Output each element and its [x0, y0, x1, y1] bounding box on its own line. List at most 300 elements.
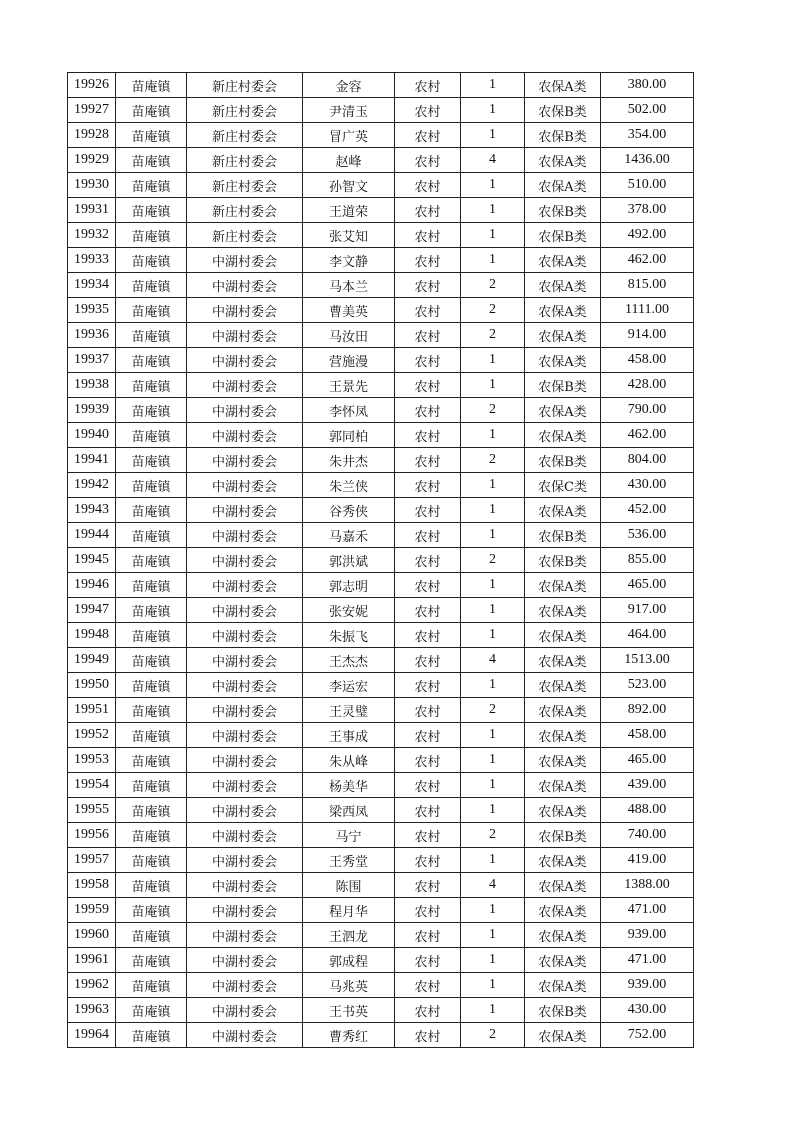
table-row [68, 548, 694, 573]
village-committee-cell: 新庄村委会 [187, 198, 303, 223]
village-committee-cell: 中湖村委会 [187, 273, 303, 298]
household-count-cell: 1 [461, 923, 525, 948]
person-name-cell: 朱井杰 [303, 448, 395, 473]
person-name-cell: 王秀堂 [303, 848, 395, 873]
area-type-cell: 农村 [395, 448, 461, 473]
household-count-cell: 2 [461, 698, 525, 723]
person-name-cell: 曹美英 [303, 298, 395, 323]
row-id-cell: 19954 [68, 773, 116, 798]
area-type-cell: 农村 [395, 523, 461, 548]
household-count-cell: 1 [461, 98, 525, 123]
person-name-cell: 王道荣 [303, 198, 395, 223]
town-cell: 苗庵镇 [116, 173, 187, 198]
town-cell: 苗庵镇 [116, 348, 187, 373]
town-cell: 苗庵镇 [116, 848, 187, 873]
amount-cell: 452.00 [601, 498, 694, 523]
area-type-cell: 农村 [395, 773, 461, 798]
village-committee-cell: 中湖村委会 [187, 698, 303, 723]
amount-cell: 428.00 [601, 373, 694, 398]
town-cell: 苗庵镇 [116, 323, 187, 348]
insurance-category-cell: 农保B类 [525, 548, 601, 573]
amount-cell: 430.00 [601, 473, 694, 498]
row-id-cell: 19951 [68, 698, 116, 723]
town-cell: 苗庵镇 [116, 223, 187, 248]
row-id-cell: 19928 [68, 123, 116, 148]
town-cell: 苗庵镇 [116, 148, 187, 173]
town-cell: 苗庵镇 [116, 498, 187, 523]
amount-cell: 939.00 [601, 973, 694, 998]
insurance-category-cell: 农保B类 [525, 823, 601, 848]
person-name-cell: 营施漫 [303, 348, 395, 373]
row-id-cell: 19944 [68, 523, 116, 548]
insurance-category-cell: 农保A类 [525, 1023, 601, 1048]
area-type-cell: 农村 [395, 923, 461, 948]
row-id-cell: 19964 [68, 1023, 116, 1048]
row-id-cell: 19946 [68, 573, 116, 598]
household-count-cell: 1 [461, 973, 525, 998]
table-row [68, 373, 694, 398]
town-cell: 苗庵镇 [116, 248, 187, 273]
area-type-cell: 农村 [395, 948, 461, 973]
town-cell: 苗庵镇 [116, 98, 187, 123]
amount-cell: 804.00 [601, 448, 694, 473]
town-cell: 苗庵镇 [116, 398, 187, 423]
household-count-cell: 1 [461, 573, 525, 598]
town-cell: 苗庵镇 [116, 473, 187, 498]
area-type-cell: 农村 [395, 123, 461, 148]
table-row [68, 948, 694, 973]
area-type-cell: 农村 [395, 498, 461, 523]
village-committee-cell: 新庄村委会 [187, 73, 303, 98]
town-cell: 苗庵镇 [116, 448, 187, 473]
area-type-cell: 农村 [395, 98, 461, 123]
person-name-cell: 郭洪斌 [303, 548, 395, 573]
table-row [68, 1023, 694, 1048]
row-id-cell: 19936 [68, 323, 116, 348]
area-type-cell: 农村 [395, 873, 461, 898]
insurance-category-cell: 农保A类 [525, 73, 601, 98]
person-name-cell: 郭同柏 [303, 423, 395, 448]
household-count-cell: 2 [461, 323, 525, 348]
area-type-cell: 农村 [395, 748, 461, 773]
amount-cell: 458.00 [601, 348, 694, 373]
person-name-cell: 马嘉禾 [303, 523, 395, 548]
amount-cell: 855.00 [601, 548, 694, 573]
village-committee-cell: 中湖村委会 [187, 873, 303, 898]
town-cell: 苗庵镇 [116, 523, 187, 548]
table-row [68, 248, 694, 273]
row-id-cell: 19948 [68, 623, 116, 648]
household-count-cell: 1 [461, 523, 525, 548]
person-name-cell: 王泗龙 [303, 923, 395, 948]
amount-cell: 536.00 [601, 523, 694, 548]
table-row [68, 273, 694, 298]
village-committee-cell: 中湖村委会 [187, 748, 303, 773]
village-committee-cell: 中湖村委会 [187, 248, 303, 273]
person-name-cell: 梁西凤 [303, 798, 395, 823]
insurance-category-cell: 农保A类 [525, 798, 601, 823]
row-id-cell: 19962 [68, 973, 116, 998]
insurance-category-cell: 农保A类 [525, 248, 601, 273]
insurance-category-cell: 农保B类 [525, 198, 601, 223]
village-committee-cell: 中湖村委会 [187, 423, 303, 448]
table-row [68, 798, 694, 823]
person-name-cell: 郭志明 [303, 573, 395, 598]
village-committee-cell: 中湖村委会 [187, 348, 303, 373]
person-name-cell: 王杰杰 [303, 648, 395, 673]
household-count-cell: 1 [461, 948, 525, 973]
row-id-cell: 19939 [68, 398, 116, 423]
person-name-cell: 王景先 [303, 373, 395, 398]
table-row [68, 123, 694, 148]
amount-cell: 1513.00 [601, 648, 694, 673]
row-id-cell: 19940 [68, 423, 116, 448]
area-type-cell: 农村 [395, 673, 461, 698]
amount-cell: 430.00 [601, 998, 694, 1023]
table-row [68, 873, 694, 898]
amount-cell: 465.00 [601, 573, 694, 598]
row-id-cell: 19926 [68, 73, 116, 98]
area-type-cell: 农村 [395, 698, 461, 723]
insurance-category-cell: 农保A类 [525, 698, 601, 723]
household-count-cell: 1 [461, 598, 525, 623]
person-name-cell: 赵峰 [303, 148, 395, 173]
insurance-category-cell: 农保A类 [525, 173, 601, 198]
person-name-cell: 孙智文 [303, 173, 395, 198]
household-count-cell: 1 [461, 198, 525, 223]
table-row [68, 298, 694, 323]
area-type-cell: 农村 [395, 798, 461, 823]
row-id-cell: 19945 [68, 548, 116, 573]
area-type-cell: 农村 [395, 298, 461, 323]
person-name-cell: 马本兰 [303, 273, 395, 298]
insurance-category-cell: 农保A类 [525, 348, 601, 373]
village-committee-cell: 中湖村委会 [187, 848, 303, 873]
row-id-cell: 19942 [68, 473, 116, 498]
table-row [68, 898, 694, 923]
table-row [68, 498, 694, 523]
amount-cell: 510.00 [601, 173, 694, 198]
household-count-cell: 1 [461, 998, 525, 1023]
area-type-cell: 农村 [395, 648, 461, 673]
household-count-cell: 1 [461, 498, 525, 523]
village-committee-cell: 新庄村委会 [187, 173, 303, 198]
table-row [68, 73, 694, 98]
table-row [68, 673, 694, 698]
town-cell: 苗庵镇 [116, 673, 187, 698]
table-row [68, 448, 694, 473]
household-count-cell: 1 [461, 173, 525, 198]
row-id-cell: 19941 [68, 448, 116, 473]
household-count-cell: 2 [461, 548, 525, 573]
table-row [68, 823, 694, 848]
village-committee-cell: 中湖村委会 [187, 798, 303, 823]
area-type-cell: 农村 [395, 623, 461, 648]
town-cell: 苗庵镇 [116, 573, 187, 598]
area-type-cell: 农村 [395, 998, 461, 1023]
household-count-cell: 2 [461, 1023, 525, 1048]
amount-cell: 752.00 [601, 1023, 694, 1048]
person-name-cell: 程月华 [303, 898, 395, 923]
row-id-cell: 19933 [68, 248, 116, 273]
village-committee-cell: 中湖村委会 [187, 973, 303, 998]
area-type-cell: 农村 [395, 423, 461, 448]
village-committee-cell: 中湖村委会 [187, 548, 303, 573]
row-id-cell: 19956 [68, 823, 116, 848]
town-cell: 苗庵镇 [116, 723, 187, 748]
town-cell: 苗庵镇 [116, 898, 187, 923]
person-name-cell: 王事成 [303, 723, 395, 748]
insurance-category-cell: 农保A类 [525, 948, 601, 973]
person-name-cell: 郭成程 [303, 948, 395, 973]
insurance-category-cell: 农保A类 [525, 273, 601, 298]
town-cell: 苗庵镇 [116, 73, 187, 98]
household-count-cell: 1 [461, 623, 525, 648]
amount-cell: 939.00 [601, 923, 694, 948]
village-committee-cell: 中湖村委会 [187, 373, 303, 398]
area-type-cell: 农村 [395, 973, 461, 998]
table-row [68, 223, 694, 248]
household-count-cell: 1 [461, 848, 525, 873]
village-committee-cell: 中湖村委会 [187, 498, 303, 523]
row-id-cell: 19963 [68, 998, 116, 1023]
town-cell: 苗庵镇 [116, 423, 187, 448]
amount-cell: 378.00 [601, 198, 694, 223]
row-id-cell: 19961 [68, 948, 116, 973]
insurance-category-cell: 农保A类 [525, 673, 601, 698]
village-committee-cell: 中湖村委会 [187, 648, 303, 673]
area-type-cell: 农村 [395, 823, 461, 848]
person-name-cell: 王书英 [303, 998, 395, 1023]
amount-cell: 523.00 [601, 673, 694, 698]
town-cell: 苗庵镇 [116, 698, 187, 723]
town-cell: 苗庵镇 [116, 623, 187, 648]
household-count-cell: 1 [461, 798, 525, 823]
village-committee-cell: 新庄村委会 [187, 223, 303, 248]
table-row [68, 748, 694, 773]
table-row [68, 173, 694, 198]
insurance-category-cell: 农保B类 [525, 223, 601, 248]
town-cell: 苗庵镇 [116, 923, 187, 948]
row-id-cell: 19952 [68, 723, 116, 748]
person-name-cell: 张艾知 [303, 223, 395, 248]
village-committee-cell: 中湖村委会 [187, 573, 303, 598]
household-count-cell: 2 [461, 823, 525, 848]
village-committee-cell: 中湖村委会 [187, 823, 303, 848]
insurance-category-cell: 农保A类 [525, 623, 601, 648]
area-type-cell: 农村 [395, 598, 461, 623]
insurance-category-cell: 农保B类 [525, 448, 601, 473]
village-committee-cell: 中湖村委会 [187, 598, 303, 623]
area-type-cell: 农村 [395, 473, 461, 498]
table-row [68, 148, 694, 173]
area-type-cell: 农村 [395, 323, 461, 348]
table-row [68, 398, 694, 423]
table-row [68, 623, 694, 648]
person-name-cell: 金容 [303, 73, 395, 98]
table-row [68, 973, 694, 998]
person-name-cell: 李文静 [303, 248, 395, 273]
table-row [68, 198, 694, 223]
town-cell: 苗庵镇 [116, 773, 187, 798]
amount-cell: 492.00 [601, 223, 694, 248]
household-count-cell: 4 [461, 148, 525, 173]
row-id-cell: 19930 [68, 173, 116, 198]
town-cell: 苗庵镇 [116, 748, 187, 773]
household-count-cell: 2 [461, 448, 525, 473]
area-type-cell: 农村 [395, 723, 461, 748]
amount-cell: 471.00 [601, 898, 694, 923]
row-id-cell: 19943 [68, 498, 116, 523]
household-count-cell: 2 [461, 298, 525, 323]
row-id-cell: 19934 [68, 273, 116, 298]
area-type-cell: 农村 [395, 198, 461, 223]
row-id-cell: 19955 [68, 798, 116, 823]
table-row [68, 98, 694, 123]
person-name-cell: 尹清玉 [303, 98, 395, 123]
person-name-cell: 朱振飞 [303, 623, 395, 648]
insurance-category-cell: 农保B类 [525, 998, 601, 1023]
insurance-category-cell: 农保C类 [525, 473, 601, 498]
area-type-cell: 农村 [395, 73, 461, 98]
amount-cell: 462.00 [601, 248, 694, 273]
row-id-cell: 19957 [68, 848, 116, 873]
amount-cell: 458.00 [601, 723, 694, 748]
amount-cell: 914.00 [601, 323, 694, 348]
household-count-cell: 1 [461, 773, 525, 798]
insurance-category-cell: 农保A类 [525, 298, 601, 323]
insurance-category-cell: 农保B类 [525, 523, 601, 548]
insurance-category-cell: 农保A类 [525, 498, 601, 523]
household-count-cell: 1 [461, 223, 525, 248]
town-cell: 苗庵镇 [116, 273, 187, 298]
amount-cell: 790.00 [601, 398, 694, 423]
town-cell: 苗庵镇 [116, 873, 187, 898]
village-committee-cell: 中湖村委会 [187, 448, 303, 473]
area-type-cell: 农村 [395, 848, 461, 873]
village-committee-cell: 中湖村委会 [187, 473, 303, 498]
table-row [68, 473, 694, 498]
table-row [68, 773, 694, 798]
village-committee-cell: 中湖村委会 [187, 923, 303, 948]
table-row [68, 423, 694, 448]
table-row [68, 698, 694, 723]
household-count-cell: 1 [461, 123, 525, 148]
town-cell: 苗庵镇 [116, 648, 187, 673]
town-cell: 苗庵镇 [116, 973, 187, 998]
person-name-cell: 谷秀侠 [303, 498, 395, 523]
insurance-category-cell: 农保A类 [525, 148, 601, 173]
village-committee-cell: 新庄村委会 [187, 123, 303, 148]
row-id-cell: 19953 [68, 748, 116, 773]
amount-cell: 439.00 [601, 773, 694, 798]
row-id-cell: 19932 [68, 223, 116, 248]
area-type-cell: 农村 [395, 398, 461, 423]
household-count-cell: 1 [461, 423, 525, 448]
household-count-cell: 1 [461, 373, 525, 398]
table-row [68, 523, 694, 548]
area-type-cell: 农村 [395, 373, 461, 398]
amount-cell: 465.00 [601, 748, 694, 773]
area-type-cell: 农村 [395, 248, 461, 273]
town-cell: 苗庵镇 [116, 1023, 187, 1048]
amount-cell: 740.00 [601, 823, 694, 848]
amount-cell: 502.00 [601, 98, 694, 123]
area-type-cell: 农村 [395, 898, 461, 923]
insurance-category-cell: 农保A类 [525, 598, 601, 623]
row-id-cell: 19931 [68, 198, 116, 223]
insurance-category-cell: 农保A类 [525, 748, 601, 773]
town-cell: 苗庵镇 [116, 598, 187, 623]
person-name-cell: 马兆英 [303, 973, 395, 998]
subsidy-table [67, 72, 694, 1048]
table-row [68, 573, 694, 598]
row-id-cell: 19949 [68, 648, 116, 673]
insurance-category-cell: 农保A类 [525, 648, 601, 673]
village-committee-cell: 中湖村委会 [187, 398, 303, 423]
amount-cell: 419.00 [601, 848, 694, 873]
person-name-cell: 曹秀红 [303, 1023, 395, 1048]
row-id-cell: 19929 [68, 148, 116, 173]
household-count-cell: 1 [461, 748, 525, 773]
person-name-cell: 王灵璧 [303, 698, 395, 723]
village-committee-cell: 中湖村委会 [187, 948, 303, 973]
town-cell: 苗庵镇 [116, 548, 187, 573]
table-row [68, 923, 694, 948]
area-type-cell: 农村 [395, 223, 461, 248]
insurance-category-cell: 农保A类 [525, 973, 601, 998]
village-committee-cell: 中湖村委会 [187, 1023, 303, 1048]
village-committee-cell: 新庄村委会 [187, 98, 303, 123]
person-name-cell: 李运宏 [303, 673, 395, 698]
town-cell: 苗庵镇 [116, 823, 187, 848]
area-type-cell: 农村 [395, 1023, 461, 1048]
table-row [68, 648, 694, 673]
table-row [68, 323, 694, 348]
insurance-category-cell: 农保A类 [525, 573, 601, 598]
area-type-cell: 农村 [395, 573, 461, 598]
amount-cell: 1388.00 [601, 873, 694, 898]
insurance-category-cell: 农保A类 [525, 873, 601, 898]
insurance-category-cell: 农保B类 [525, 98, 601, 123]
amount-cell: 917.00 [601, 598, 694, 623]
village-committee-cell: 中湖村委会 [187, 673, 303, 698]
village-committee-cell: 中湖村委会 [187, 298, 303, 323]
area-type-cell: 农村 [395, 273, 461, 298]
household-count-cell: 1 [461, 248, 525, 273]
amount-cell: 892.00 [601, 698, 694, 723]
town-cell: 苗庵镇 [116, 948, 187, 973]
village-committee-cell: 中湖村委会 [187, 323, 303, 348]
amount-cell: 354.00 [601, 123, 694, 148]
person-name-cell: 李怀凤 [303, 398, 395, 423]
household-count-cell: 2 [461, 398, 525, 423]
amount-cell: 471.00 [601, 948, 694, 973]
village-committee-cell: 中湖村委会 [187, 998, 303, 1023]
row-id-cell: 19959 [68, 898, 116, 923]
insurance-category-cell: 农保A类 [525, 398, 601, 423]
row-id-cell: 19958 [68, 873, 116, 898]
village-committee-cell: 中湖村委会 [187, 898, 303, 923]
household-count-cell: 4 [461, 873, 525, 898]
area-type-cell: 农村 [395, 348, 461, 373]
person-name-cell: 朱从峰 [303, 748, 395, 773]
person-name-cell: 马宁 [303, 823, 395, 848]
insurance-category-cell: 农保A类 [525, 848, 601, 873]
insurance-category-cell: 农保B类 [525, 123, 601, 148]
insurance-category-cell: 农保A类 [525, 323, 601, 348]
row-id-cell: 19960 [68, 923, 116, 948]
